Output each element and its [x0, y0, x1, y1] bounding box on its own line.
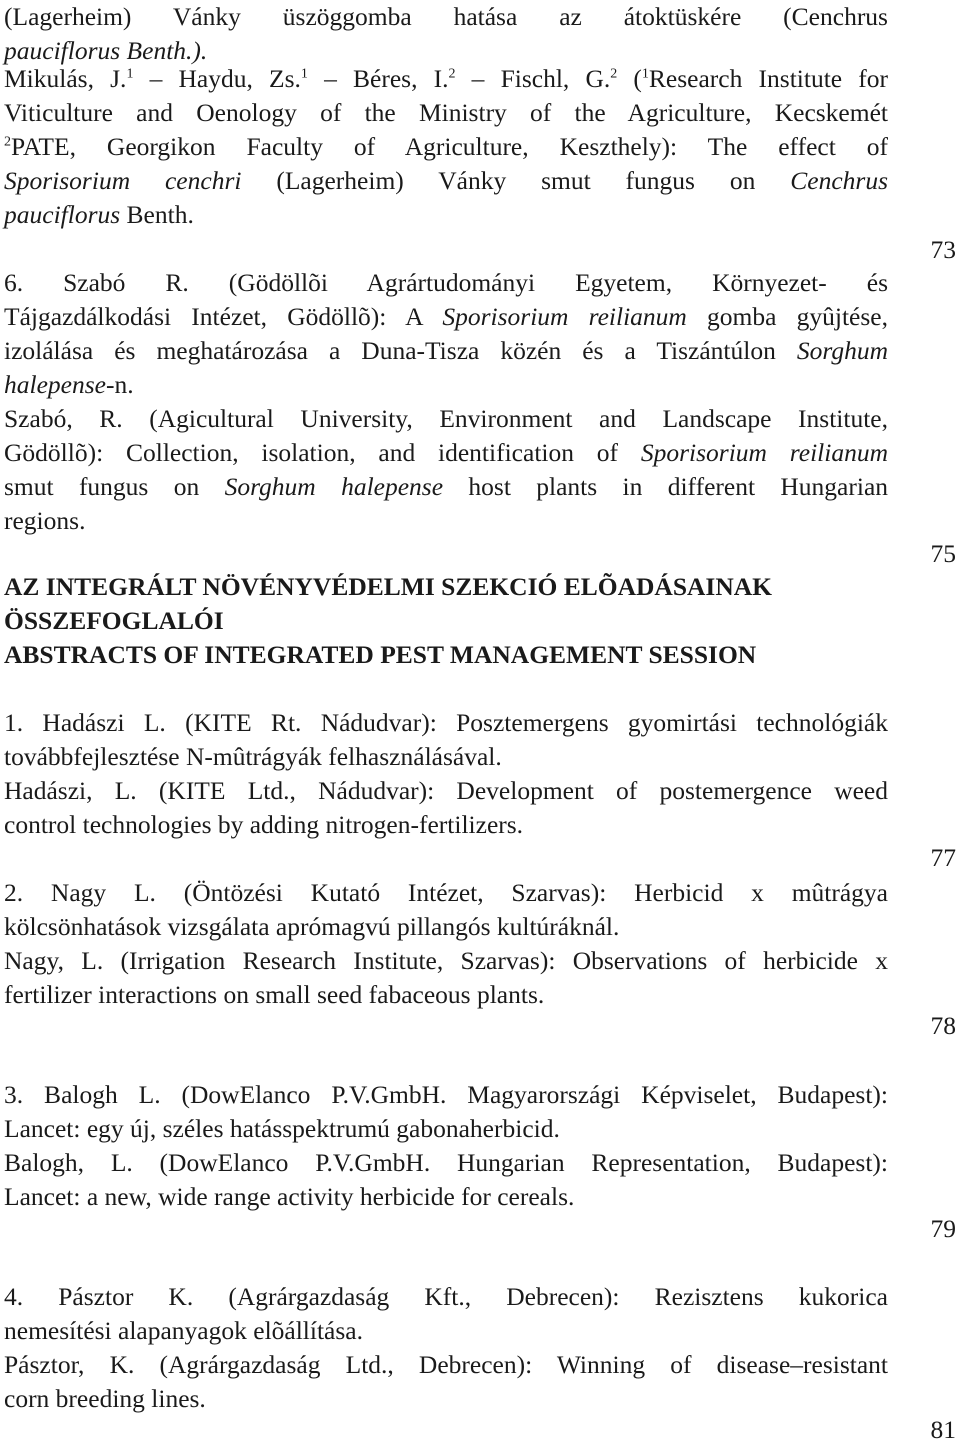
section-heading-hu-line-2: ÖSSZEFOGLALÓI	[4, 606, 224, 635]
entry-3-en-line-2: Lancet: a new, wide range activity herbicide for cereals.	[4, 1182, 575, 1211]
entry-4-hu-line-1: 4. Pásztor K. (Agrárgazdaság Kft., Debrecen): Rezisztens kukorica	[4, 1282, 888, 1311]
entry-5-en-line-3: $^2$PATE, Georgikon Faculty of Agriculture, Keszthely): The effect of	[4, 132, 888, 161]
entry-4-en-line-2: corn breeding lines.	[4, 1384, 206, 1413]
entry-5-en-line-1: Mikulás, J.$^1$ – Haydu, Zs.$^1$ – Béres, I.$^2$ – Fischl, G.$^2$ ($^1$Research Institute for	[4, 64, 889, 93]
entry-5-en-line-5: pauciflorus Benth.	[4, 200, 194, 229]
entry-1-en-line-2: control technologies by adding nitrogen-fertilizers.	[4, 810, 524, 839]
section-heading-hu-line-1: AZ INTEGRÁLT NÖVÉNYVÉDELMI SZEKCIÓ ELÕADÁSAINAK	[4, 572, 773, 601]
entry-6-hu-line-1: 6. Szabó R. (Gödöllõi Agrártudományi Egyetem, Környezet- és	[4, 268, 888, 297]
entry-3-en-line-1: Balogh, L. (DowElanco P.V.GmbH. Hungarian Representation, Budapest):	[4, 1148, 888, 1177]
entry-1-en-line-1: Hadászi, L. (KITE Ltd., Nádudvar): Development of postemergence weed	[4, 776, 888, 805]
entry-2-en-line-2: fertilizer interactions on small seed fabaceous plants.	[4, 980, 545, 1009]
page-number-77: 77	[930, 843, 956, 872]
entry-5-en-line-2: Viticulture and Oenology of the Ministry of the Agriculture, Kecskemét	[4, 98, 888, 127]
entry-6-en-line-1: Szabó, R. (Agicultural University, Environment and Landscape Institute,	[4, 404, 888, 433]
entry-6-en-line-2: Gödöllõ): Collection, isolation, and identification of Sporisorium reilianum	[4, 438, 888, 467]
entry-4-hu-line-2: nemesítési alapanyagok elõállítása.	[4, 1316, 363, 1345]
entry-6-en-line-4: regions.	[4, 506, 86, 535]
entry-5-en-line-4: Sporisorium cenchri (Lagerheim) Vánky smut fungus on Cenchrus	[4, 166, 888, 195]
entry-5-hu-line-2: pauciflorus Benth.).	[4, 36, 208, 65]
page-number-81: 81	[930, 1415, 956, 1444]
page-number-75: 75	[930, 539, 956, 568]
entry-6-hu-line-4: halepense-n.	[4, 370, 134, 399]
entry-4-en-line-1: Pásztor, K. (Agrárgazdaság Ltd., Debrecen): Winning of disease–resistant	[4, 1350, 888, 1379]
entry-6-hu-line-3: izolálása és meghatározása a Duna-Tisza közén és a Tiszántúlon Sorghum	[4, 336, 888, 365]
entry-2-hu-line-2: kölcsönhatások vizsgálata aprómagvú pillangós kultúráknál.	[4, 912, 620, 941]
entry-3-hu-line-1: 3. Balogh L. (DowElanco P.V.GmbH. Magyarországi Képviselet, Budapest):	[4, 1080, 888, 1109]
entry-6-hu-line-2: Tájgazdálkodási Intézet, Gödöllõ): A Sporisorium reilianum gomba gyûjtése,	[4, 302, 888, 331]
entry-3-hu-line-2: Lancet: egy új, széles hatásspektrumú gabonaherbicid.	[4, 1114, 560, 1143]
page-number-78: 78	[930, 1011, 956, 1040]
entry-2-hu-line-1: 2. Nagy L. (Öntözési Kutató Intézet, Szarvas): Herbicid x mûtrágya	[4, 878, 888, 907]
entry-1-hu-line-2: továbbfejlesztése N-mûtrágyák felhasználásával.	[4, 742, 502, 771]
page-number-73: 73	[930, 235, 956, 264]
entry-6-en-line-3: smut fungus on Sorghum halepense host plants in different Hungarian	[4, 472, 889, 501]
entry-5-hu-line-1: (Lagerheim) Vánky üszöggomba hatása az átoktüskére (Cenchrus	[4, 2, 888, 31]
entry-1-hu-line-1: 1. Hadászi L. (KITE Rt. Nádudvar): Posztemergens gyomirtási technológiák	[4, 708, 888, 737]
entry-2-en-line-1: Nagy, L. (Irrigation Research Institute, Szarvas): Observations of herbicide x	[4, 946, 888, 975]
page-number-79: 79	[930, 1214, 956, 1243]
section-heading-en: ABSTRACTS OF INTEGRATED PEST MANAGEMENT SESSION	[4, 640, 757, 669]
